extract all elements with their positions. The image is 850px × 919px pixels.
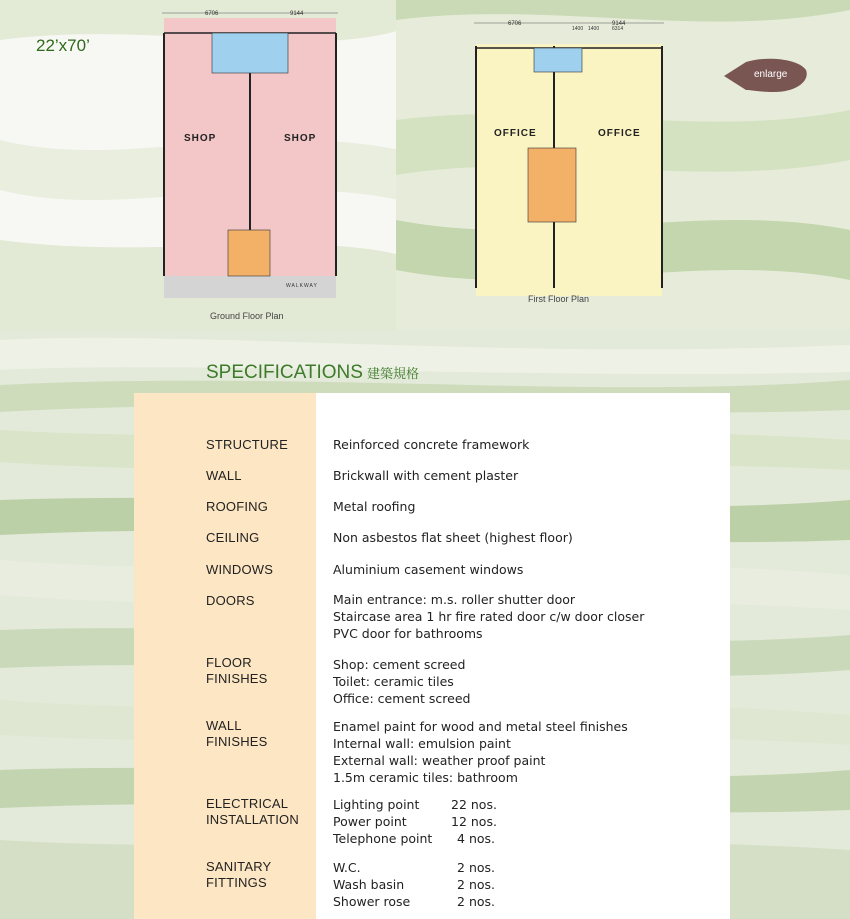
floor-plans-background: [0, 0, 850, 330]
lot-size-label: 22’x70’: [36, 36, 90, 55]
spec-value-wall-finishes: Enamel paint for wood and metal steel finishes Internal wall: emulsion paint External wall: weather proof paint 1.5m ceramic tiles: bathroom: [333, 719, 628, 785]
first-dim-right: 9144: [612, 21, 626, 27]
first-room-right: OFFICE: [598, 128, 641, 139]
spec-label-roofing: ROOFING: [206, 499, 269, 514]
electrical-item: Telephone point 4 nos.: [333, 831, 495, 846]
enlarge-button[interactable]: [724, 58, 808, 94]
electrical-item: Lighting point 22 nos.: [333, 797, 497, 812]
electrical-item: Power point 12 nos.: [333, 814, 497, 829]
first-floor-plan: [472, 16, 672, 296]
spec-value-doors: Main entrance: m.s. roller shutter door Staircase area 1 hr fire rated door c/w door closer PVC door for bathrooms: [333, 592, 645, 641]
spec-value-electrical: [333, 796, 495, 847]
ground-floor-caption: Ground Floor Plan: [210, 311, 284, 321]
first-dim-right-b: 6314: [612, 26, 624, 32]
ground-room-right: SHOP: [284, 133, 317, 144]
spec-value-structure: Reinforced concrete framework: [333, 437, 530, 452]
spec-label-floor-finishes: FLOOR FINISHES: [206, 655, 268, 686]
sanitary-item: Shower rose 2 nos.: [333, 894, 495, 909]
sanitary-item: Wash basin 2 nos.: [333, 877, 495, 892]
specs-table: [134, 393, 730, 919]
spec-label-sanitary: SANITARY FITTINGS: [206, 859, 272, 890]
spec-label-wall-finishes: WALL FINISHES: [206, 718, 268, 749]
spec-label-electrical: ELECTRICAL INSTALLATION: [206, 796, 299, 827]
spec-value-roofing: Metal roofing: [333, 499, 416, 514]
first-room-left: OFFICE: [494, 128, 537, 139]
ground-room-left: SHOP: [184, 133, 217, 144]
enlarge-label: enlarge: [754, 69, 788, 80]
ground-dim-right: 9144: [290, 11, 304, 17]
specs-title-en: SPECIFICATIONS: [206, 362, 363, 383]
spec-label-doors: DOORS: [206, 593, 255, 608]
specs-title-cn: 建築規格: [366, 366, 419, 381]
spec-label-structure: STRUCTURE: [206, 437, 288, 452]
spec-value-windows: Aluminium casement windows: [333, 562, 524, 577]
floor-plans-panel: [0, 0, 850, 330]
ground-dim-left: 6706: [205, 11, 219, 17]
spec-value-sanitary: [333, 859, 495, 910]
walkway-label: WALKWAY: [286, 283, 318, 289]
ground-floor-plan: [160, 8, 340, 298]
sanitary-item: W.C. 2 nos.: [333, 860, 495, 875]
spec-value-wall: Brickwall with cement plaster: [333, 468, 519, 483]
spec-label-windows: WINDOWS: [206, 562, 274, 577]
first-dim-mid-b: 1400: [588, 26, 600, 32]
first-dim-mid-a: 1400: [572, 26, 584, 32]
spec-label-wall: WALL: [206, 468, 242, 483]
specs-title: [206, 362, 419, 384]
spec-value-floor-finishes: Shop: cement screed Toilet: ceramic tiles Office: cement screed: [333, 657, 471, 706]
spec-label-ceiling: CEILING: [206, 530, 260, 545]
first-floor-caption: First Floor Plan: [528, 294, 590, 304]
spec-value-ceiling: Non asbestos flat sheet (highest floor): [333, 530, 573, 545]
first-dim-left: 6706: [508, 21, 522, 27]
